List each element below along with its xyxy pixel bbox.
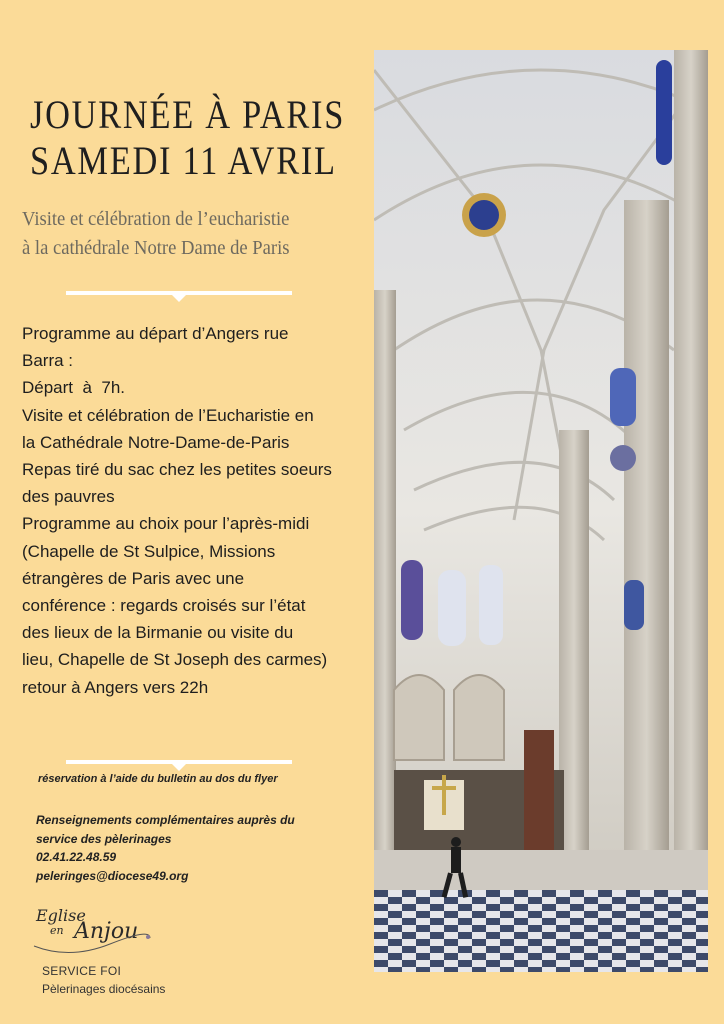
program-line: des lieux de la Birmanie ou visite du [22, 623, 294, 643]
title-line-2: SAMEDI 11 AVRIL [30, 138, 337, 183]
program-line: (Chapelle de St Sulpice, Missions [22, 541, 276, 561]
subtitle-line-1: Visite et célébration de l’eucharistie [22, 208, 290, 230]
program-line: étrangères de Paris avec une [22, 568, 245, 588]
logo-service: SERVICE FOI [42, 964, 122, 978]
subtitle-line-2: à la cathédrale Notre Dame de Paris [22, 237, 290, 259]
reservation-note: réservation à l’aide du bulletin au dos du flyer [38, 773, 278, 785]
program-line: Départ à 7h. [22, 378, 126, 398]
contact-phone: 02.41.22.48.59 [36, 850, 117, 864]
contact-line-2: service des pèlerinages [36, 831, 172, 846]
logo-word-en: en [50, 924, 64, 937]
divider-notch [171, 294, 187, 302]
divider-notch [171, 763, 187, 771]
logo-word-eglise: Eglise [36, 906, 86, 925]
contact-info [36, 811, 295, 885]
logo-word-anjou: Anjou [74, 919, 139, 944]
page-title [30, 92, 370, 184]
program-text [22, 320, 367, 701]
program-line: retour à Angers vers 22h [22, 677, 209, 697]
program-line: Visite et célébration de l’Eucharistie en [22, 405, 314, 425]
title-line-1: JOURNÉE À PARIS [30, 92, 346, 137]
program-line: la Cathédrale Notre-Dame-de-Paris [22, 432, 290, 452]
logo-swash-icon [30, 902, 180, 962]
program-line: Programme au choix pour l’après-midi [22, 514, 310, 534]
subtitle [22, 205, 372, 263]
cathedral-photo [374, 50, 708, 972]
contact-email: peleringes@diocese49.org [36, 868, 189, 883]
bottom-divider [66, 760, 292, 764]
logo-subtitle: Pèlerinages diocésains [42, 982, 166, 996]
eglise-en-anjou-logo [30, 902, 180, 1002]
cathedral-nave-image [374, 50, 708, 972]
program-line: conférence : regards croisés sur l’état [22, 596, 306, 616]
program-line: des pauvres [22, 487, 115, 507]
top-divider [66, 291, 292, 295]
program-line: Repas tiré du sac chez les petites soeurs [22, 460, 332, 480]
program-line: lieu, Chapelle de St Joseph des carmes) [22, 650, 328, 670]
contact-line-1: Renseignements complémentaires auprès du [36, 813, 295, 827]
program-line: Barra : [22, 351, 74, 371]
program-line: Programme au départ d’Angers rue [22, 324, 289, 343]
